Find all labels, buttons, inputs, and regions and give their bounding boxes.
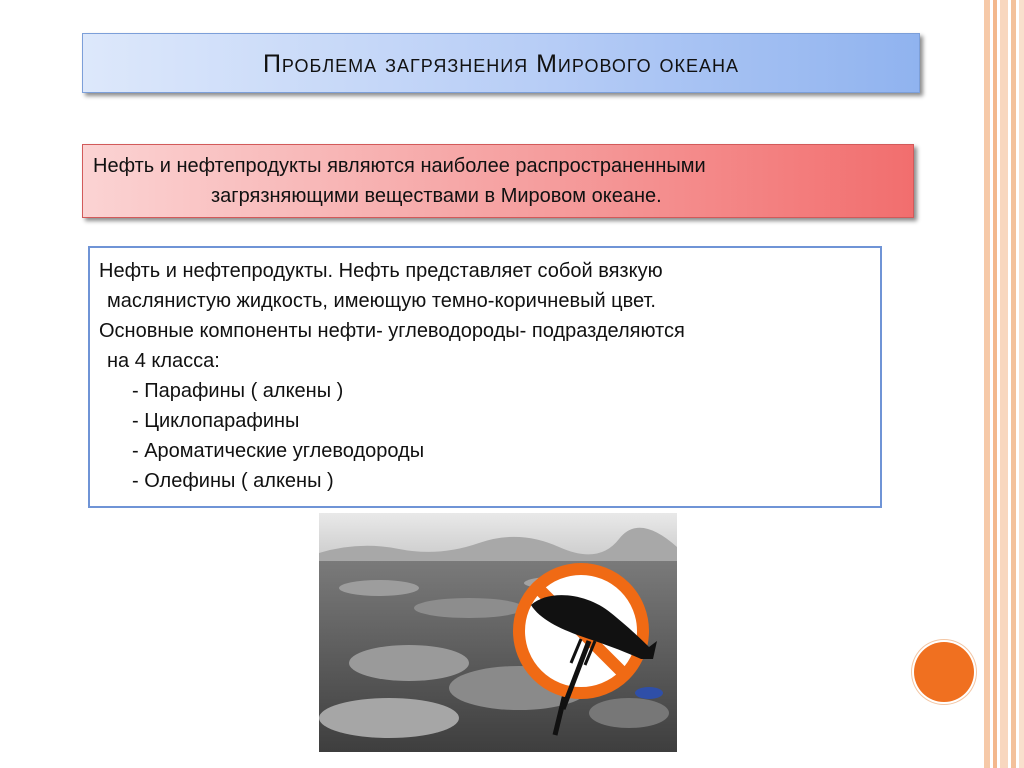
- highlight-line: загрязняющими веществами в Мировом океане.: [211, 185, 662, 207]
- body-line: маслянистую жидкость, имеющую темно-коричневый цвет.: [107, 290, 656, 312]
- list-item: - Парафины ( алкены ): [132, 380, 344, 402]
- pollution-photo: [319, 513, 677, 752]
- pollution-photo-graphic: [319, 513, 677, 752]
- title-box: [82, 33, 920, 93]
- body-text-box: [88, 246, 882, 508]
- list-item: - Олефины ( алкены ): [132, 470, 334, 492]
- highlight-box: [82, 144, 914, 218]
- list-item: - Циклопарафины: [132, 410, 300, 432]
- body-line: Основные компоненты нефти- углеводороды- подразделяются: [99, 320, 685, 342]
- body-line: на 4 класса:: [107, 350, 220, 372]
- body-line: Нефть и нефтепродукты. Нефть представляет собой вязкую: [99, 260, 663, 282]
- page-title: Проблема загрязнения Мирового океана: [262, 50, 740, 78]
- list-item: - Ароматические углеводороды: [132, 440, 425, 462]
- highlight-line: Нефть и нефтепродукты являются наиболее распространенными: [93, 155, 706, 177]
- decorative-side-stripes: [984, 0, 1024, 768]
- orange-circle-icon: [914, 642, 974, 702]
